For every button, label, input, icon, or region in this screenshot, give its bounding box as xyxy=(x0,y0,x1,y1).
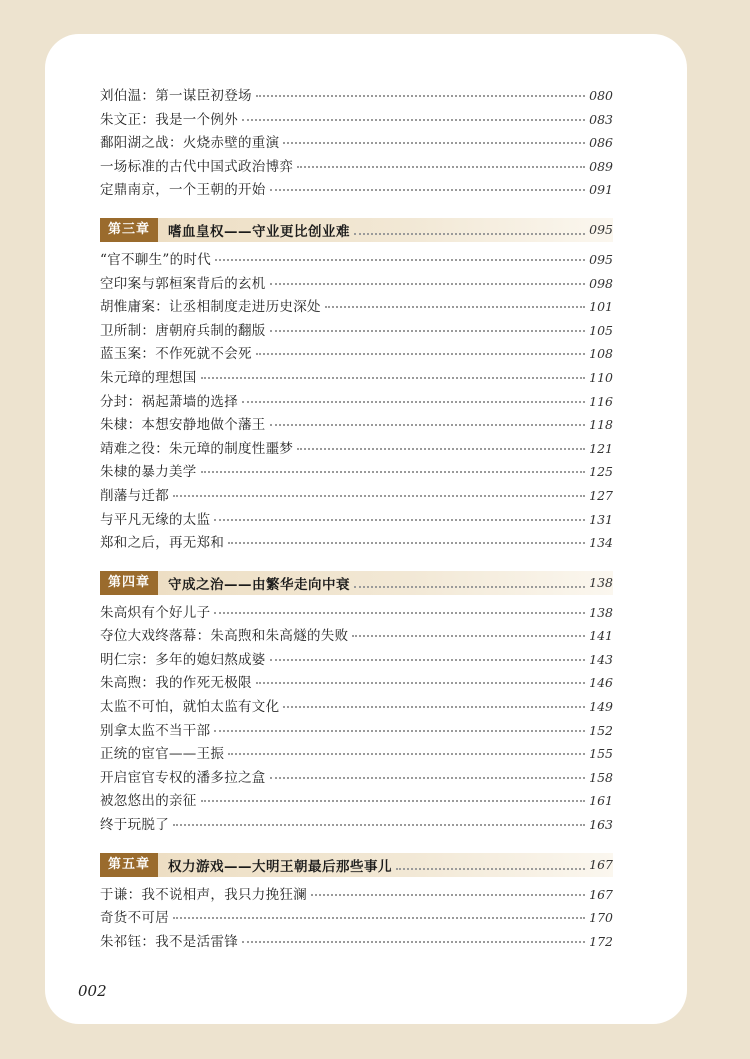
toc-entry[interactable] xyxy=(100,131,613,155)
dot-leader xyxy=(173,494,585,497)
chapter-label: 第四章 xyxy=(100,571,158,595)
dot-leader xyxy=(215,258,585,261)
toc-entry[interactable] xyxy=(100,930,613,954)
chapter-title: 嗜血皇权——守业更比创业难 xyxy=(168,223,351,240)
intro-entries xyxy=(100,84,613,202)
dot-leader xyxy=(214,611,585,614)
chapter-label: 第五章 xyxy=(100,853,158,877)
entry-page-number: 170 xyxy=(589,910,613,926)
toc-entry[interactable] xyxy=(100,108,613,132)
toc-entry[interactable] xyxy=(100,484,613,508)
table-of-contents xyxy=(100,84,613,953)
entry-title: 卫所制：唐朝府兵制的翻版 xyxy=(100,322,266,339)
dot-leader xyxy=(283,141,585,144)
toc-entry[interactable] xyxy=(100,295,613,319)
entry-title: 太监不可怕，就怕太监有文化 xyxy=(100,699,280,716)
toc-entry[interactable] xyxy=(100,460,613,484)
dot-leader xyxy=(173,916,585,919)
toc-entry[interactable] xyxy=(100,789,613,813)
dot-leader xyxy=(283,705,585,708)
toc-entry[interactable] xyxy=(100,624,613,648)
chapter-heading[interactable] xyxy=(100,853,613,877)
toc-entry[interactable] xyxy=(100,648,613,672)
entry-title: 靖难之役：朱元璋的制度性噩梦 xyxy=(100,440,294,457)
dot-leader xyxy=(354,232,585,235)
entry-title: 终于玩脱了 xyxy=(100,817,169,834)
toc-entry[interactable] xyxy=(100,342,613,366)
entry-page-number: 163 xyxy=(589,817,613,833)
dot-leader xyxy=(311,893,585,896)
entry-title: 朱高炽有个好儿子 xyxy=(100,604,211,621)
entry-page-number: 116 xyxy=(589,393,613,409)
toc-entry[interactable] xyxy=(100,84,613,108)
entry-title: 被忽悠出的亲征 xyxy=(100,793,197,810)
entry-page-number: 110 xyxy=(589,369,613,385)
dot-leader xyxy=(270,188,586,191)
chapter-label: 第三章 xyxy=(100,218,158,242)
dot-leader xyxy=(297,165,585,168)
entry-title: 朱棣的暴力美学 xyxy=(100,464,197,481)
entry-page-number: 127 xyxy=(589,487,613,503)
entry-page-number: 146 xyxy=(589,675,613,691)
entry-title: 明仁宗：多年的媳妇熬成婆 xyxy=(100,651,266,668)
entry-page-number: 161 xyxy=(589,793,613,809)
toc-entry[interactable] xyxy=(100,319,613,343)
entry-page-number: 155 xyxy=(589,746,613,762)
entry-page-number: 125 xyxy=(589,464,613,480)
entry-page-number: 083 xyxy=(589,111,613,127)
entry-title: 朱高煦：我的作死无极限 xyxy=(100,675,252,692)
entry-title: 分封：祸起萧墙的选择 xyxy=(100,393,238,410)
toc-entry[interactable] xyxy=(100,883,613,907)
entry-page-number: 091 xyxy=(589,182,613,198)
entry-page-number: 118 xyxy=(589,417,613,433)
toc-entry[interactable] xyxy=(100,178,613,202)
entry-title: 鄱阳湖之战：火烧赤壁的重演 xyxy=(100,135,280,152)
toc-entry[interactable] xyxy=(100,155,613,179)
entry-title: 与平凡无缘的太监 xyxy=(100,511,211,528)
entry-page-number: 152 xyxy=(589,722,613,738)
dot-leader xyxy=(242,940,585,943)
toc-entry[interactable] xyxy=(100,671,613,695)
entry-title: 正统的宦官——王振 xyxy=(100,746,225,763)
entry-page-number: 134 xyxy=(589,535,613,551)
dot-leader xyxy=(242,400,585,403)
entry-title: 于谦：我不说相声，我只力挽狂澜 xyxy=(100,886,307,903)
toc-entry[interactable] xyxy=(100,601,613,625)
dot-leader xyxy=(270,776,586,779)
toc-entry[interactable] xyxy=(100,272,613,296)
dot-leader xyxy=(214,518,585,521)
toc-entry[interactable] xyxy=(100,437,613,461)
dot-leader xyxy=(173,823,585,826)
dot-leader xyxy=(201,376,586,379)
dot-leader xyxy=(228,752,585,755)
entry-page-number: 158 xyxy=(589,769,613,785)
entry-page-number: 138 xyxy=(589,604,613,620)
dot-leader xyxy=(228,541,585,544)
entry-title: 定鼎南京，一个王朝的开始 xyxy=(100,182,266,199)
chapter-title: 权力游戏——大明王朝最后那些事儿 xyxy=(168,858,393,875)
chapter-page-number: 095 xyxy=(589,222,613,238)
toc-entry[interactable] xyxy=(100,413,613,437)
toc-entry[interactable] xyxy=(100,719,613,743)
entry-page-number: 098 xyxy=(589,275,613,291)
entry-page-number: 121 xyxy=(589,440,613,456)
toc-entry[interactable] xyxy=(100,906,613,930)
dot-leader xyxy=(352,634,585,637)
toc-entry[interactable] xyxy=(100,742,613,766)
dot-leader xyxy=(325,305,585,308)
entry-page-number: 080 xyxy=(589,88,613,103)
dot-leader xyxy=(270,658,586,661)
chapter-page-number: 138 xyxy=(589,575,613,591)
toc-entry[interactable] xyxy=(100,531,613,555)
toc-entry[interactable] xyxy=(100,390,613,414)
entry-page-number: 143 xyxy=(589,651,613,667)
entry-page-number: 131 xyxy=(589,511,613,527)
toc-entry[interactable] xyxy=(100,695,613,719)
entry-title: 朱元璋的理想国 xyxy=(100,369,197,386)
dot-leader xyxy=(256,94,585,97)
entry-page-number: 172 xyxy=(589,933,613,949)
dot-leader xyxy=(270,423,586,426)
entry-page-number: 105 xyxy=(589,322,613,338)
chapter-heading[interactable] xyxy=(100,218,613,242)
dot-leader xyxy=(256,681,585,684)
toc-entry[interactable] xyxy=(100,766,613,790)
dot-leader xyxy=(270,282,586,285)
dot-leader xyxy=(270,329,586,332)
entry-page-number: 108 xyxy=(589,346,613,362)
page-number: 002 xyxy=(78,982,107,1000)
entry-title: 别拿太监不当干部 xyxy=(100,722,211,739)
dot-leader xyxy=(396,867,585,870)
entry-page-number: 167 xyxy=(589,886,613,902)
chapter-page-number: 167 xyxy=(589,857,613,873)
entry-title: 奇货不可居 xyxy=(100,910,169,927)
entry-title: 郑和之后，再无郑和 xyxy=(100,535,225,552)
toc-entry[interactable] xyxy=(100,813,613,837)
chapter-list xyxy=(100,218,613,953)
dot-leader xyxy=(354,585,585,588)
entry-title: 蓝玉案：不作死就不会死 xyxy=(100,346,252,363)
entry-title: 胡惟庸案：让丞相制度走进历史深处 xyxy=(100,299,321,316)
dot-leader xyxy=(242,118,585,121)
entry-title: 夺位大戏终落幕：朱高煦和朱高燧的失败 xyxy=(100,628,349,645)
entry-title: 一场标准的古代中国式政治博弈 xyxy=(100,158,294,175)
chapter-heading[interactable] xyxy=(100,571,613,595)
dot-leader xyxy=(201,799,586,802)
entry-page-number: 149 xyxy=(589,699,613,715)
toc-entry[interactable] xyxy=(100,508,613,532)
entry-title: 朱祁钰：我不是活雷锋 xyxy=(100,933,238,950)
dot-leader xyxy=(297,447,585,450)
chapter-title: 守成之治——由繁华走向中衰 xyxy=(168,576,351,593)
toc-entry[interactable] xyxy=(100,248,613,272)
entry-title: 开启宦官专权的潘多拉之盒 xyxy=(100,769,266,786)
entry-page-number: 101 xyxy=(589,299,613,315)
entry-title: 朱棣：本想安静地做个藩王 xyxy=(100,417,266,434)
dot-leader xyxy=(256,352,585,355)
dot-leader xyxy=(214,729,585,732)
entry-title: 空印案与郭桓案背后的玄机 xyxy=(100,275,266,292)
entry-page-number: 095 xyxy=(589,251,613,267)
entry-page-number: 141 xyxy=(589,628,613,644)
entry-title: 削藩与迁都 xyxy=(100,487,169,504)
toc-entry[interactable] xyxy=(100,366,613,390)
entry-title: 朱文正：我是一个例外 xyxy=(100,111,238,128)
entry-title: “官不聊生”的时代 xyxy=(100,251,212,268)
entry-page-number: 089 xyxy=(589,158,613,174)
entry-page-number: 086 xyxy=(589,135,613,151)
dot-leader xyxy=(201,470,586,473)
entry-title: 刘伯温：第一谋臣初登场 xyxy=(100,88,252,104)
